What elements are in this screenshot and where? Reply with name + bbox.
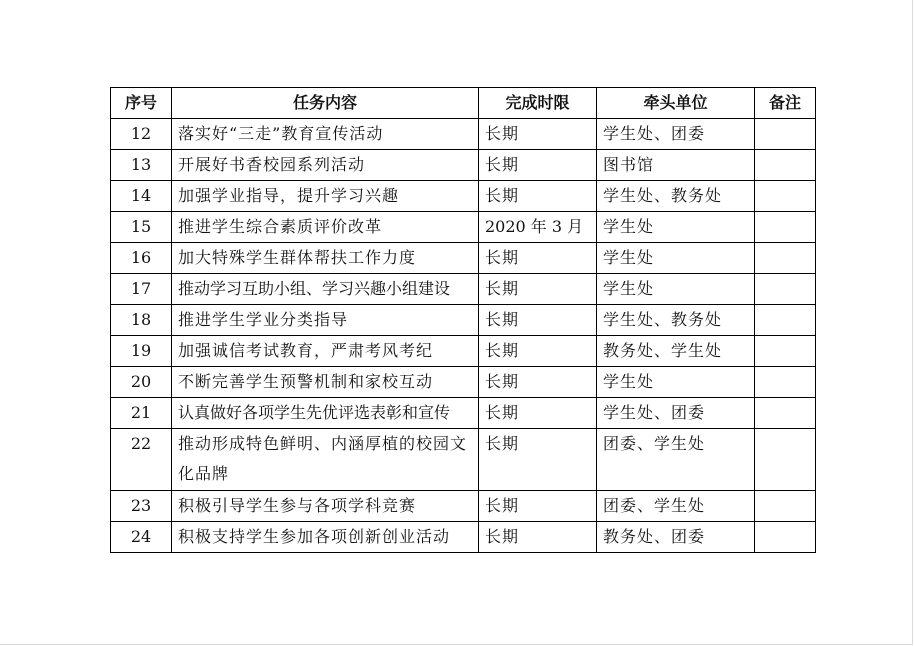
- row-deadline: 长期: [479, 522, 597, 553]
- table-row: [111, 398, 816, 429]
- table-row: [111, 243, 816, 274]
- row-deadline: 2020 年 3 月: [479, 212, 597, 243]
- header-lead: 牵头单位: [597, 88, 755, 119]
- task-table: [110, 87, 816, 553]
- row-content: 开展好书香校园系列活动: [172, 150, 479, 181]
- table-row: [111, 150, 816, 181]
- header-content: 任务内容: [172, 88, 479, 119]
- row-content: 推进学生综合素质评价改革: [172, 212, 479, 243]
- row-content: 推进学生学业分类指导: [172, 305, 479, 336]
- table-row: [111, 305, 816, 336]
- row-content: 积极支持学生参加各项创新创业活动: [172, 522, 479, 553]
- row-remark: [755, 522, 816, 553]
- row-remark: [755, 212, 816, 243]
- row-num: 16: [111, 243, 172, 274]
- row-content: 加大特殊学生群体帮扶工作力度: [172, 243, 479, 274]
- row-lead: 学生处: [597, 243, 755, 274]
- row-remark: [755, 491, 816, 522]
- row-content: 加强诚信考试教育，严肃考风考纪: [172, 336, 479, 367]
- row-remark: [755, 181, 816, 212]
- row-remark: [755, 150, 816, 181]
- row-num: 18: [111, 305, 172, 336]
- table-row: [111, 119, 816, 150]
- row-lead: 教务处、团委: [597, 522, 755, 553]
- row-deadline: 长期: [479, 181, 597, 212]
- row-lead: 学生处: [597, 367, 755, 398]
- row-remark: [755, 274, 816, 305]
- row-deadline: 长期: [479, 367, 597, 398]
- row-num: 17: [111, 274, 172, 305]
- row-content: 落实好“三走”教育宣传活动: [172, 119, 479, 150]
- row-deadline: 长期: [479, 243, 597, 274]
- row-deadline: 长期: [479, 336, 597, 367]
- row-content: 推动形成特色鲜明、内涵厚植的校园文化品牌: [172, 429, 479, 491]
- row-lead: 教务处、学生处: [597, 336, 755, 367]
- header-deadline: 完成时限: [479, 88, 597, 119]
- row-content: 认真做好各项学生先优评选表彰和宣传: [172, 398, 479, 429]
- row-lead: 学生处、团委: [597, 119, 755, 150]
- row-num: 15: [111, 212, 172, 243]
- row-lead: 学生处、团委: [597, 398, 755, 429]
- row-num: 14: [111, 181, 172, 212]
- row-deadline: 长期: [479, 274, 597, 305]
- header-remark: 备注: [755, 88, 816, 119]
- row-deadline: 长期: [479, 150, 597, 181]
- row-remark: [755, 429, 816, 491]
- row-deadline: 长期: [479, 119, 597, 150]
- row-remark: [755, 367, 816, 398]
- row-content: 不断完善学生预警机制和家校互动: [172, 367, 479, 398]
- row-remark: [755, 119, 816, 150]
- row-content: 推动学习互助小组、学习兴趣小组建设: [172, 274, 479, 305]
- row-lead: 团委、学生处: [597, 429, 755, 491]
- row-num: 24: [111, 522, 172, 553]
- table-header-row: [111, 88, 816, 119]
- row-num: 22: [111, 429, 172, 491]
- header-num: 序号: [111, 88, 172, 119]
- row-num: 13: [111, 150, 172, 181]
- row-lead: 学生处、教务处: [597, 305, 755, 336]
- row-lead: 团委、学生处: [597, 491, 755, 522]
- table-row: [111, 367, 816, 398]
- row-num: 23: [111, 491, 172, 522]
- row-lead: 图书馆: [597, 150, 755, 181]
- row-deadline: 长期: [479, 491, 597, 522]
- table-row: [111, 429, 816, 491]
- row-deadline: 长期: [479, 305, 597, 336]
- row-remark: [755, 243, 816, 274]
- table-row: [111, 212, 816, 243]
- table-row: [111, 491, 816, 522]
- table-row: [111, 274, 816, 305]
- row-content: 积极引导学生参与各项学科竞赛: [172, 491, 479, 522]
- table-row: [111, 522, 816, 553]
- row-lead: 学生处、教务处: [597, 181, 755, 212]
- row-deadline: 长期: [479, 398, 597, 429]
- row-num: 12: [111, 119, 172, 150]
- row-lead: 学生处: [597, 274, 755, 305]
- row-remark: [755, 398, 816, 429]
- row-lead: 学生处: [597, 212, 755, 243]
- row-num: 20: [111, 367, 172, 398]
- row-num: 21: [111, 398, 172, 429]
- row-num: 19: [111, 336, 172, 367]
- row-remark: [755, 336, 816, 367]
- table-row: [111, 181, 816, 212]
- row-deadline: 长期: [479, 429, 597, 491]
- row-content: 加强学业指导，提升学习兴趣: [172, 181, 479, 212]
- table-row: [111, 336, 816, 367]
- row-remark: [755, 305, 816, 336]
